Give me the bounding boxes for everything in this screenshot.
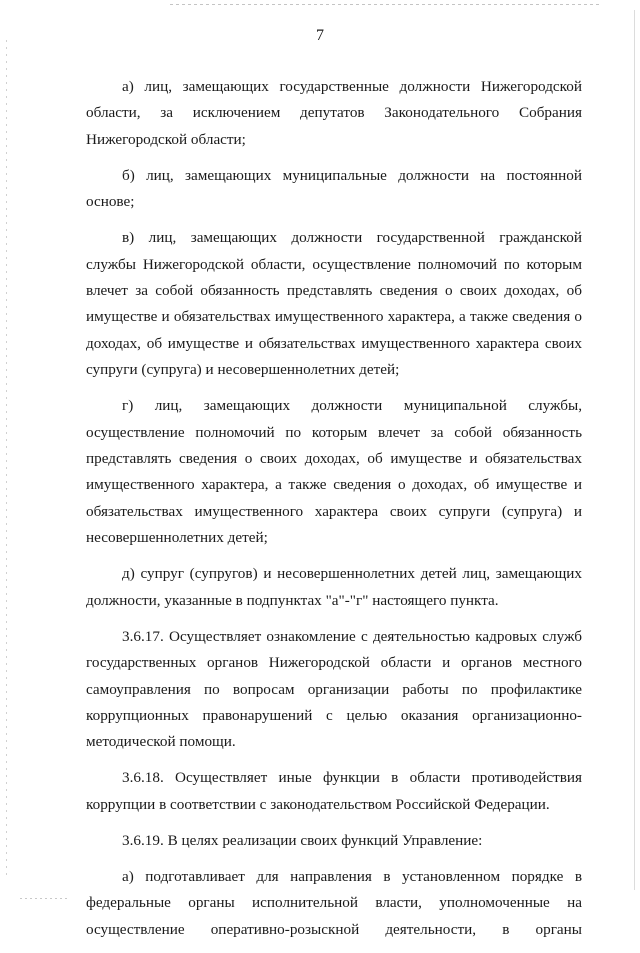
paragraph-item-d: д) супруг (супругов) и несовершеннолетних детей лиц, замещающих должности, указанные в подпунктах "а"-"г" настоящего пункта. <box>86 565 582 609</box>
paragraph-item-a: а) лиц, замещающих государственные должности Нижегородской области, за исключением депутатов Законодательного Собрания Нижегородской области; <box>86 78 582 148</box>
paragraph-3-6-17: 3.6.17. Осуществляет ознакомление с деятельностью кадровых служб государственных органов Нижегородской области и органов местного самоуправления по вопросам организации работы по профилактике коррупционных правонарушений с целью оказания организационно-методической помощи. <box>86 627 582 751</box>
paragraph-3-6-19-a: а) подготавливает для направления в установленном порядке в федеральные органы исполнительной власти, уполномоченные на осуществление оперативно-розыскной деятельности, в органы <box>86 867 582 938</box>
paragraph-item-g: г) лиц, замещающих должности муниципальной службы, осуществление полномочий по которым влечет за собой обязанность представлять сведения о своих доходах, об имуществе и обязательствах имущественного характера, а также сведения о доходах, об имуществе и обязательствах имущественного характера своих супруги (супруга) и несовершеннолетних детей; <box>86 397 582 547</box>
paragraph-3-6-19: 3.6.19. В целях реализации своих функций Управление: <box>122 831 483 849</box>
scan-edge-right <box>634 10 635 890</box>
paragraph-item-b: б) лиц, замещающих муниципальные должности на постоянной основе; <box>86 166 582 211</box>
document-body <box>86 74 582 953</box>
paragraph-item-v: в) лиц, замещающих должности государственной гражданской службы Нижегородской области, осуществление полномочий по которым влечет за собой обязанность представлять сведения о своих доходах, об имуществе и обязательствах имущественного характера, а также сведения о доходах, об имуществе и обязательствах имущественного характера своих супруги (супруга) и несовершеннолетних детей; <box>86 229 582 379</box>
scan-edge-bottom <box>20 898 70 899</box>
page-number: 7 <box>316 27 324 44</box>
scan-edge-top <box>170 4 600 5</box>
scan-edge-left <box>6 40 7 880</box>
paragraph-3-6-18: 3.6.18. Осуществляет иные функции в области противодействия коррупции в соответствии с законодательством Российской Федерации. <box>86 769 582 813</box>
